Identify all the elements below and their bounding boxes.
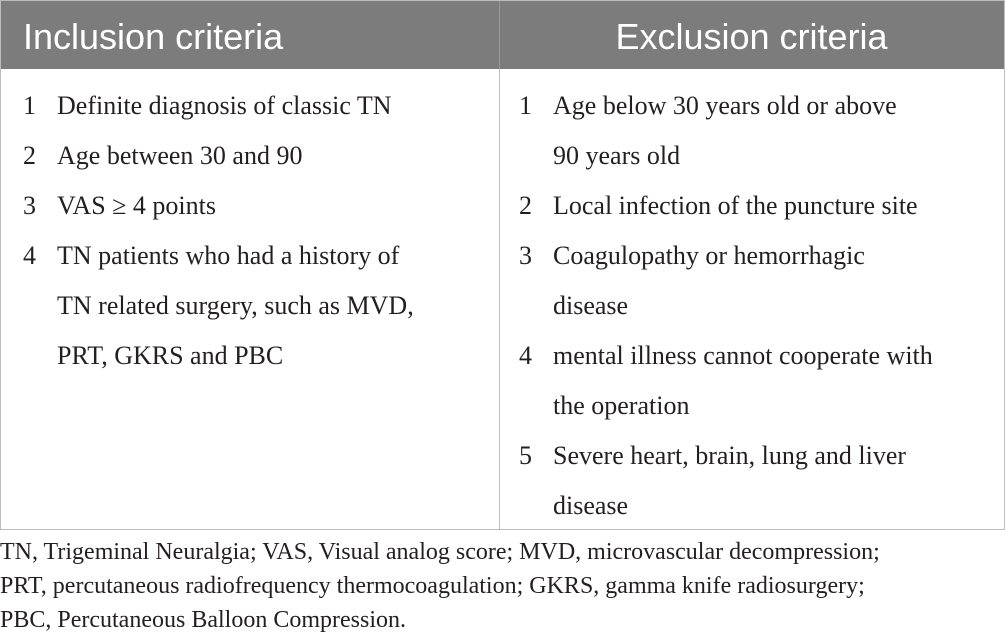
item-number: 1 xyxy=(23,91,36,120)
item-text-line: TN related surgery, such as MVD, xyxy=(57,291,414,320)
exclusion-item xyxy=(519,431,989,531)
item-text-line: Definite diagnosis of classic TN xyxy=(57,91,392,120)
item-text-line: 90 years old xyxy=(553,141,681,170)
item-text-line: Age below 30 years old or above xyxy=(553,91,897,120)
item-number: 2 xyxy=(23,141,36,170)
item-text-line: the operation xyxy=(553,391,690,420)
inclusion-criteria-list xyxy=(23,81,483,381)
footnote-line: PBC, Percutaneous Balloon Compression. xyxy=(0,607,406,633)
table-header-row xyxy=(1,1,1004,69)
item-text-line: VAS ≥ 4 points xyxy=(57,191,216,220)
exclusion-item xyxy=(519,181,989,231)
item-text-line: Coagulopathy or hemorrhagic xyxy=(553,241,865,270)
exclusion-criteria-list xyxy=(519,81,989,531)
item-number: 4 xyxy=(519,341,532,370)
item-text-line: Age between 30 and 90 xyxy=(57,141,303,170)
item-number: 3 xyxy=(519,241,532,270)
item-text-line: Severe heart, brain, lung and liver xyxy=(553,441,907,470)
exclusion-criteria-header: Exclusion criteria xyxy=(615,16,888,57)
item-text-line: PRT, GKRS and PBC xyxy=(57,341,284,370)
inclusion-item xyxy=(23,231,483,381)
item-text-line: disease xyxy=(553,491,629,520)
item-number: 3 xyxy=(23,191,36,220)
inclusion-item xyxy=(23,81,483,131)
inclusion-criteria-header: Inclusion criteria xyxy=(23,16,284,57)
footnote-line: TN, Trigeminal Neuralgia; VAS, Visual analog score; MVD, microvascular decompression; xyxy=(0,539,880,565)
item-text-line: TN patients who had a history of xyxy=(57,241,400,270)
header-column-divider xyxy=(499,1,500,69)
column-divider xyxy=(499,1,500,529)
inclusion-item xyxy=(23,131,483,181)
exclusion-item xyxy=(519,81,989,181)
item-text-line: Local infection of the puncture site xyxy=(553,191,918,220)
exclusion-item xyxy=(519,231,989,331)
item-number: 1 xyxy=(519,91,532,120)
item-text-line: disease xyxy=(553,291,629,320)
item-text-line: mental illness cannot cooperate with xyxy=(553,341,933,370)
table-footnote xyxy=(0,535,1005,637)
inclusion-item xyxy=(23,181,483,231)
footnote-line: PRT, percutaneous radiofrequency thermocoagulation; GKRS, gamma knife radiosurgery; xyxy=(0,573,865,599)
item-number: 5 xyxy=(519,441,532,470)
exclusion-item xyxy=(519,331,989,431)
item-number: 2 xyxy=(519,191,532,220)
item-number: 4 xyxy=(23,241,36,270)
